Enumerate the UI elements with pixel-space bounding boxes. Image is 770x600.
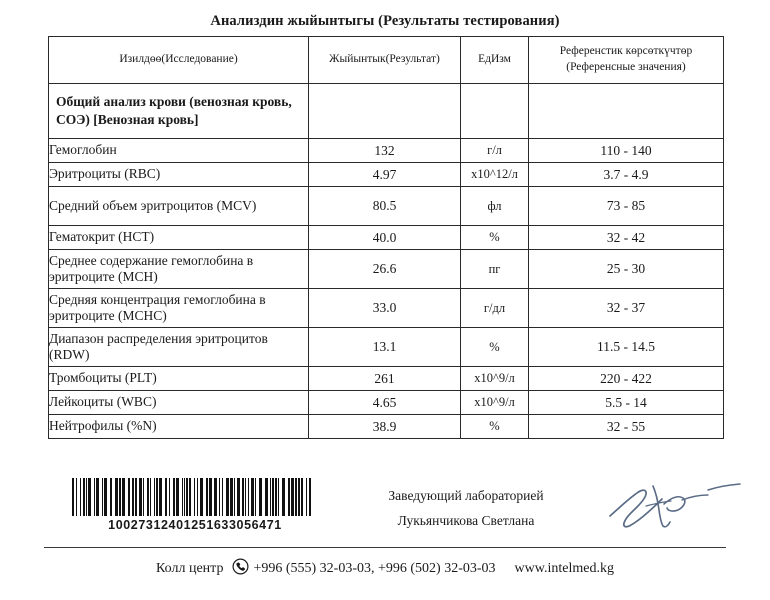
- test-name-cell: Гемоглобин: [49, 139, 309, 163]
- test-name-cell: Средний объем эритроцитов (MCV): [49, 187, 309, 226]
- column-header-reference-line2: (Референсные значения): [566, 61, 686, 73]
- barcode-image: [70, 478, 317, 516]
- test-unit-cell: фл: [461, 187, 529, 226]
- lab-head-name: Лукьянчикова Светлана: [397, 512, 535, 528]
- test-reference-cell: 5.5 - 14: [529, 391, 724, 415]
- lab-results-table-container: [48, 36, 723, 439]
- test-name-cell: Общий анализ крови (венозная кровь, СОЭ) [Венозная кровь]: [49, 84, 309, 139]
- test-unit-cell: пг: [461, 250, 529, 289]
- column-header-study: Изилдөө(Исследование): [49, 37, 309, 84]
- test-name-cell: Эритроциты (RBC): [49, 163, 309, 187]
- page-title: Анализдин жыйынтыгы (Результаты тестирования): [210, 13, 560, 29]
- table-row: [49, 328, 724, 367]
- test-reference-cell: 73 - 85: [529, 187, 724, 226]
- test-unit-cell: [461, 84, 529, 139]
- test-unit-cell: х10^12/л: [461, 163, 529, 187]
- test-name-cell: Диапазон распределения эритроцитов (RDW): [49, 328, 309, 367]
- test-unit-cell: х10^9/л: [461, 367, 529, 391]
- test-unit-cell: г/дл: [461, 289, 529, 328]
- test-result-cell: 38.9: [309, 415, 461, 439]
- test-name-cell: Тромбоциты (PLT): [49, 367, 309, 391]
- test-result-cell: [309, 84, 461, 139]
- table-row: [49, 289, 724, 328]
- call-center-label: Колл центр: [156, 560, 224, 576]
- test-reference-cell: 32 - 37: [529, 289, 724, 328]
- call-center-phones: +996 (555) 32-03-03, +996 (502) 32-03-03: [253, 560, 496, 576]
- test-result-cell: 40.0: [309, 226, 461, 250]
- column-header-unit: ЕдИзм: [461, 37, 529, 84]
- table-group-row: [49, 84, 724, 139]
- footer-divider: [44, 547, 726, 548]
- column-header-reference: [529, 37, 724, 84]
- test-unit-cell: %: [461, 328, 529, 367]
- test-unit-cell: %: [461, 415, 529, 439]
- test-name-cell: Гематокрит (HCT): [49, 226, 309, 250]
- phone-icon: [232, 558, 249, 580]
- table-row: [49, 187, 724, 226]
- test-result-cell: 26.6: [309, 250, 461, 289]
- column-header-reference-line1: Референстик көрсөткүчтөр: [559, 45, 693, 58]
- signature-block: [332, 484, 600, 534]
- table-row: [49, 391, 724, 415]
- test-result-cell: 132: [309, 139, 461, 163]
- table-row: [49, 367, 724, 391]
- test-result-cell: 261: [309, 367, 461, 391]
- test-result-cell: 33.0: [309, 289, 461, 328]
- test-name-cell: Среднее содержание гемоглобина в эритроците (MCH): [49, 250, 309, 289]
- barcode-number: 10027312401251633056471: [108, 518, 282, 532]
- test-reference-cell: 11.5 - 14.5: [529, 328, 724, 367]
- test-result-cell: 80.5: [309, 187, 461, 226]
- contact-line: [0, 558, 770, 580]
- document-footer: [0, 472, 770, 600]
- table-row: [49, 250, 724, 289]
- test-name-cell: Средняя концентрация гемоглобина в эритроците (MCHC): [49, 289, 309, 328]
- table-header-row: [49, 37, 724, 84]
- table-row: [49, 163, 724, 187]
- test-name-cell: Нейтрофилы (%N): [49, 415, 309, 439]
- test-result-cell: 4.97: [309, 163, 461, 187]
- table-row: [49, 139, 724, 163]
- test-reference-cell: [529, 84, 724, 139]
- test-result-cell: 13.1: [309, 328, 461, 367]
- test-reference-cell: 110 - 140: [529, 139, 724, 163]
- column-header-result: Жыйынтык(Результат): [309, 37, 461, 84]
- lab-results-table: [48, 36, 724, 439]
- website-link[interactable]: www.intelmed.kg: [514, 560, 614, 576]
- test-reference-cell: 25 - 30: [529, 250, 724, 289]
- test-reference-cell: 32 - 42: [529, 226, 724, 250]
- table-header: [49, 37, 724, 84]
- test-reference-cell: 220 - 422: [529, 367, 724, 391]
- test-unit-cell: г/л: [461, 139, 529, 163]
- test-name-cell: Лейкоциты (WBC): [49, 391, 309, 415]
- test-result-cell: 4.65: [309, 391, 461, 415]
- lab-head-position: Заведующий лабораторией: [388, 488, 544, 503]
- test-unit-cell: х10^9/л: [461, 391, 529, 415]
- table-body: [49, 84, 724, 439]
- table-row: [49, 226, 724, 250]
- test-reference-cell: 32 - 55: [529, 415, 724, 439]
- table-row: [49, 415, 724, 439]
- barcode-block: [70, 478, 320, 532]
- test-unit-cell: %: [461, 226, 529, 250]
- test-reference-cell: 3.7 - 4.9: [529, 163, 724, 187]
